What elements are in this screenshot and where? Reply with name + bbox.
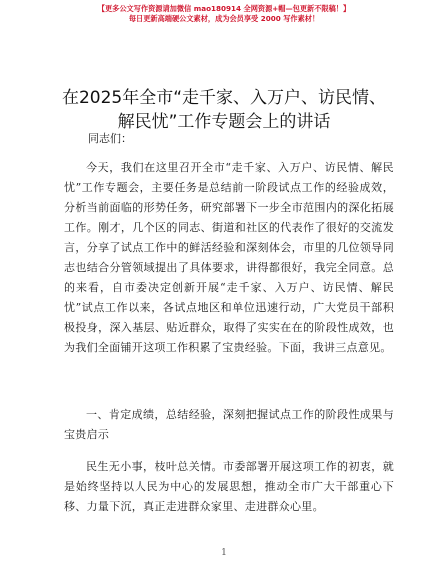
paragraph-intro: 今天，我们在这里召开全市“走千家、入万户、访民情、解民忧”工作专题会，主要任务是总结前一阶段试点工作的经验成效，分析当前面临的形势任务，研究部署下一步全市范围内的深化拓展工作。刚才，几个区的同志、街道和社区的代表作了很好的交流发言，分享了试点工作中的鲜活经验和深刻体会，市里的几位领导同志也结合分管领域提出了具体要求，讲得都很好，我完全同意。总的来看，自市委决定创新开展“走千家、入万户、访民情、解民忧”试点工作以来，各试点地区和单位迅速行动，广大党员干部积极投身，深入基层、贴近群众，取得了实实在在的阶段性成效，也为我们全面铺开这项工作积累了宝贵经验。下面，我讲三点意见。 [64,161,394,354]
section-heading-1: 一、肯定成绩，总结经验，深刻把握试点工作的阶段性成果与宝贵启示 [64,408,394,441]
document-title: 在2025年全市“走千家、入万户、访民情、解民忧”工作专题会上的讲话 [61,88,387,132]
page-number: 1 [221,548,227,558]
banner-line-2: 每日更新高端硬公文素材，成为会员享受 2000 写作素材！ [128,14,320,23]
paragraph-section-1: 民生无小事，枝叶总关情。市委部署开展这项工作的初衷，就是始终坚持以人民为中心的发展思想，推动全市广大干部重心下移、力量下沉，真正走进群众家里、走进群众心里。 [64,460,394,513]
banner-line-1: 【更多公文写作资源请加微信 mao180914 全网资源+帽—包更新不限稿！】 [97,4,351,13]
salutation: 同志们： [88,132,132,145]
header-banner [0,4,448,24]
